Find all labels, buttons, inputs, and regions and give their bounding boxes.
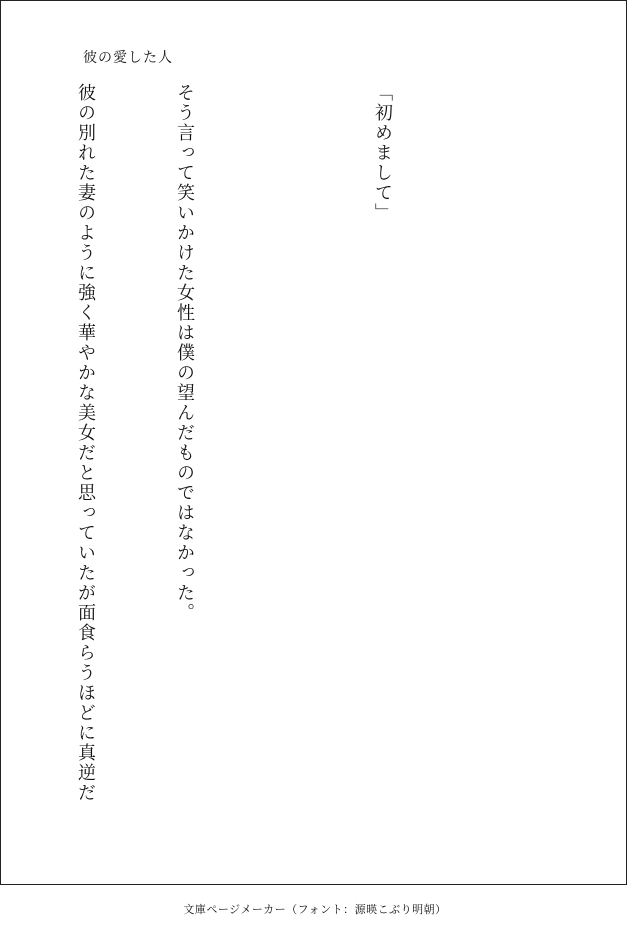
- story-title: 彼の愛した人: [83, 50, 173, 66]
- text-line: そう言って笑いかけた女性は僕の望んだものではなかった。: [174, 83, 195, 623]
- footer-credit: 文庫ページメーカー（フォント：源暎こぶり明朝）: [183, 903, 447, 916]
- text-line: 「初めまして」: [372, 83, 393, 223]
- text-line: [465, 83, 498, 803]
- text-line: [0, 83, 3, 803]
- text-line: [267, 83, 300, 803]
- text-line: 彼の別れた妻のように強く華やかな美女だと思っていたが面食らうほどに真逆だ: [75, 83, 96, 803]
- vertical-body-text: [0, 83, 564, 803]
